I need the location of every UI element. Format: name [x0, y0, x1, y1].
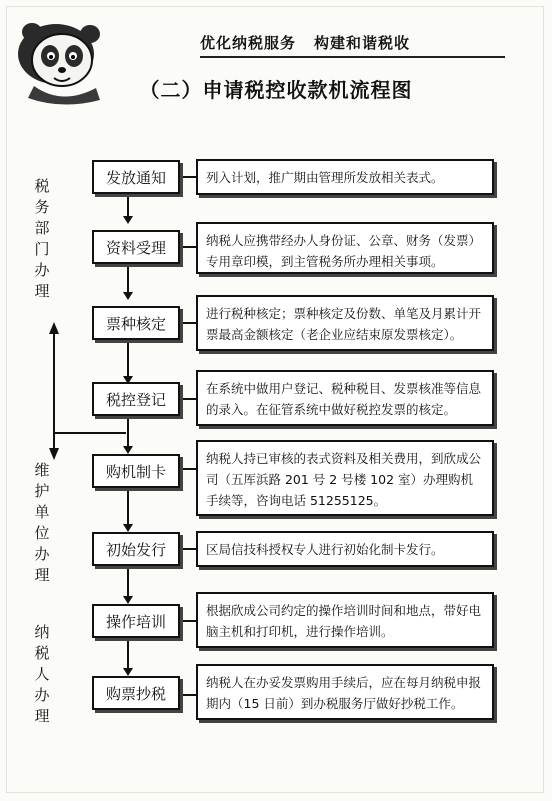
arrow-down-icon — [123, 524, 133, 532]
side-char: 理 — [34, 707, 50, 725]
arrow-down-icon — [123, 596, 133, 604]
side-char: 位 — [34, 524, 50, 542]
link-line — [180, 176, 196, 178]
slogan-left: 优化纳税服务 — [200, 34, 297, 52]
arrow-down-icon — [123, 668, 133, 676]
step-invoice-type: 票种核定 — [92, 306, 180, 340]
side-char: 部 — [34, 219, 50, 237]
link-line — [180, 548, 196, 550]
connector — [127, 194, 129, 216]
desc-buy-machine: 纳税人持已审核的表式资料及相关费用，到欣成公司（五厍浜路 201 号 2 号楼 102 室）办理购机手续等，咨询电话 51255125。 — [196, 440, 494, 516]
slogan — [200, 32, 500, 53]
arrow-down-icon — [123, 446, 133, 454]
desc-tax-control-reg: 在系统中做用户登记、税种税目、发票核准等信息的录入。在征管系统中做好税控发票的核定。 — [196, 370, 494, 426]
side-char: 纳 — [34, 623, 50, 641]
link-line — [180, 322, 196, 324]
page-title: （二）申请税控收款机流程图 — [139, 78, 413, 102]
connector — [127, 416, 129, 446]
side-char: 理 — [34, 282, 50, 300]
side-label-maintenance — [32, 460, 52, 586]
header-rule — [200, 56, 505, 58]
side-char: 办 — [34, 261, 50, 279]
step-initial-issue: 初始发行 — [92, 532, 180, 566]
connector — [127, 264, 129, 292]
step-notify: 发放通知 — [92, 160, 180, 194]
side-char: 门 — [34, 240, 50, 258]
slogan-right: 构建和谐税收 — [314, 34, 411, 52]
desc-initial-issue: 区局信技科授权专人进行初始化制卡发行。 — [196, 531, 494, 567]
step-training: 操作培训 — [92, 604, 180, 638]
link-line — [180, 620, 196, 622]
connector — [127, 566, 129, 596]
desc-training: 根据欣成公司约定的操作培训时间和地点，带好电脑主机和打印机，进行操作培训。 — [196, 592, 494, 648]
side-char: 税 — [34, 644, 50, 662]
side-char: 维 — [34, 461, 50, 479]
link-line — [180, 398, 196, 400]
side-char: 单 — [34, 503, 50, 521]
connector — [127, 638, 129, 668]
side-char: 护 — [34, 482, 50, 500]
side-char: 办 — [34, 686, 50, 704]
side-char: 人 — [34, 665, 50, 683]
step-buy-machine: 购机制卡 — [92, 454, 180, 488]
side-char: 理 — [34, 566, 50, 584]
side-char: 务 — [34, 198, 50, 216]
desc-notify: 列入计划，推广期由管理所发放相关表式。 — [196, 159, 494, 195]
connector — [127, 340, 129, 376]
arrow-down-icon — [123, 292, 133, 300]
side-char: 税 — [34, 177, 50, 195]
side-char: 办 — [34, 545, 50, 563]
step-buy-invoice: 购票抄税 — [92, 676, 180, 710]
link-line — [180, 246, 196, 248]
link-line — [180, 694, 196, 696]
connector — [127, 488, 129, 524]
step-tax-control-reg: 税控登记 — [92, 382, 180, 416]
desc-accept-docs: 纳税人应携带经办人身份证、公章、财务（发票）专用章印模，到主管税务所办理相关事项。 — [196, 222, 494, 274]
side-label-taxpayer — [32, 622, 52, 727]
desc-buy-invoice: 纳税人在办妥发票购用手续后，应在每月纳税申报期内（15 日前）到办税服务厅做好抄税工作。 — [196, 664, 494, 720]
desc-invoice-type: 进行税种核定；票种核定及份数、单笔及月累计开票最高金额核定（老企业应结束原发票核定）。 — [196, 295, 494, 351]
side-label-tax-dept — [32, 176, 52, 302]
step-accept-docs: 资料受理 — [92, 230, 180, 264]
arrow-down-icon — [123, 216, 133, 224]
link-line — [180, 468, 196, 470]
